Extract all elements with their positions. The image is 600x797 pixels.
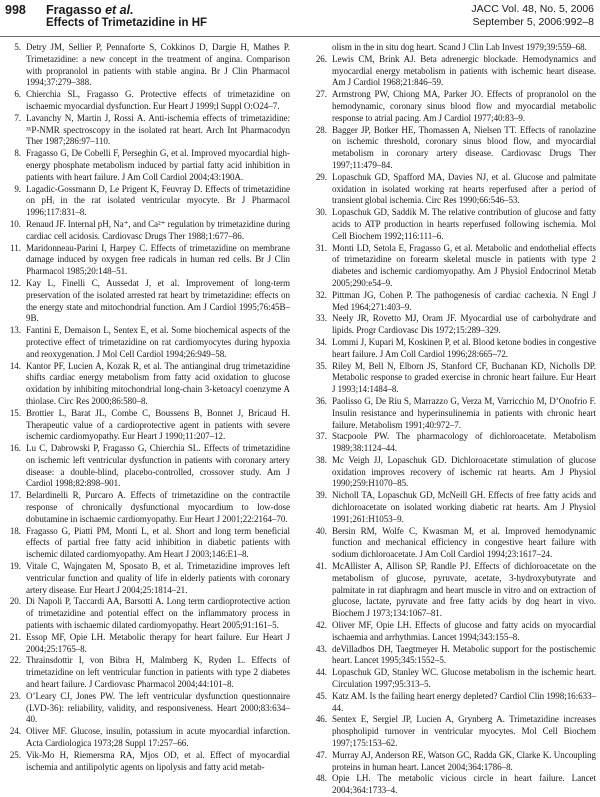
reference-item — [308, 243, 596, 290]
reference-number: 24. — [9, 726, 21, 737]
reference-number: 36. — [315, 395, 327, 406]
reference-item — [308, 89, 596, 124]
journal-info — [471, 3, 594, 29]
reference-text: Monti LD, Setola E, Fragasso G, et al. Metabolic and endothelial effects of trimetazidine on forearm skeletal muscle in patients with type 2 diabetes and ischemic cardiomyopathy. Am J Physiol Endocrinol Metab 2005;290:e54–9. — [332, 242, 596, 288]
reference-item — [2, 691, 290, 726]
reference-number: 7. — [14, 112, 21, 123]
reference-text: Bersin RM, Wolfe C, Kwasman M, et al. Improved hemodynamic function and mechanical efficiency in congestive heart failure with sodium dichloroacetate. J Am Coll Cardiol 1994;23:1617–24. — [332, 525, 596, 560]
reference-text: McAllister A, Allison SP, Randle PJ. Effects of dichloroacetate on the metabolism of glucose, pyruvate, acetate, 3-hydroxybutyrate and palmitate in rat diaphragm and heart muscle in vitro and on extraction of glucose, lactate, pyruvate and free fatty acids by dog heart in vivo. Biochem J 1973;134:1067–81. — [332, 561, 596, 619]
reference-text: Murray AJ, Anderson RE, Watson GC, Radda GK, Clarke K. Uncoupling proteins in human heart. Lancet 2004;364:1786–8. — [332, 749, 596, 772]
reference-number: 42. — [315, 620, 327, 631]
journal-volume: JACC Vol. 48, No. 5, 2006 — [471, 3, 594, 15]
running-authors — [46, 3, 134, 17]
reference-item — [2, 243, 290, 278]
reference-number: 28. — [315, 124, 327, 135]
reference-text: Lu C, Dabrowski P, Fragasso G, Chierchia SL. Effects of trimetazidine on ischemic left ventricular dysfunction in patients with coronary artery disease: a double-blind, placebo-controlled, crossover study. Am J Cardiol 1998;82:898–901. — [26, 443, 290, 489]
reference-number: 40. — [315, 525, 327, 536]
page-number: 998 — [5, 3, 26, 17]
reference-text: Thrainsdottir I, von Bibra H, Malmberg K, Ryden L. Effects of trimetazidine on left ventricular function in patients with type 2 diabetes and heart failure. J Cardiovasc Pharmacol 2004;44:101–8. — [26, 655, 290, 690]
references-left-column — [2, 42, 290, 773]
reference-text: Stacpoole PW. The pharmacology of dichloroacetate. Metabolism 1989;38:1124–44. — [332, 431, 596, 454]
reference-text: Vitale C, Wajngaten M, Sposato B, et al. Trimetazidine improves left ventricular function and quality of life in elderly patients with coronary artery disease. Eur Heart J 2004;25:1814–21. — [26, 561, 290, 595]
reference-number: 30. — [315, 207, 327, 218]
reference-number: 14. — [9, 360, 21, 371]
reference-number: 19. — [9, 561, 21, 572]
reference-number: 15. — [9, 407, 21, 418]
reference-item — [308, 490, 596, 525]
reference-continuation: olism in the in situ dog heart. Scand J Clin Lab Invest 1979;39:559–68. — [332, 42, 587, 52]
reference-item — [2, 184, 290, 219]
reference-number: 31. — [315, 242, 327, 253]
reference-text: Bagger JP, Botker HE, Thomassen A, Nielsen TT. Effects of ranolazine on ischemic threshold, coronary sinus blood flow, and myocardial metabolism in coronary artery disease. Cardiovasc Drugs Ther 1997;11:479–84. — [332, 124, 596, 170]
reference-text: Detry JM, Sellier P, Pennaforte S, Cokkinos D, Dargie H, Mathes P. Trimetazidine: a new concept in the treatment of angina. Comparison with propranolol in patients with stable angina. Br J Clin Pharmacol 1994;37:279–388. — [26, 42, 290, 88]
reference-item — [308, 455, 596, 490]
reference-item — [308, 431, 596, 455]
reference-item — [308, 172, 596, 207]
reference-text: Kay L, Finelli C, Aussedat J, et al. Improvement of long-term preservation of the isolated arrested rat heart by trimetazidine: effects on the energy state and mitochondrial function. Am J Cardiol 1995;76:45B–9B. — [26, 277, 290, 324]
reference-number: 10. — [9, 218, 21, 229]
reference-text: Oliver MF, Opie LH. Effects of glucose and fatty acids on myocardial ischaemia and arrhythmias. Lancet 1994;343:155–8. — [332, 620, 596, 642]
reference-item — [308, 361, 596, 396]
reference-item — [2, 42, 290, 89]
reference-text: deVilladbos DH, Taegtmeyer H. Metabolic support for the postischemic heart. Lancet 1995;345:1552–5. — [332, 643, 596, 666]
reference-item — [308, 313, 596, 337]
reference-text: Fantini E, Demaison L, Sentex E, et al. Some biochemical aspects of the protective effect of trimetazidine on rat cardiomyocytes during hypoxia and reoxygenation. J Mol Cell Cardiol 1994;26:949–58. — [26, 325, 290, 359]
reference-item — [308, 54, 596, 89]
reference-text: Sentex E, Sergiel JP, Lucien A, Grynberg A. Trimetazidine increases phospholipid turnover in ventricular myocytes. Mol Cell Biochem 1997;175:153–62. — [332, 714, 596, 749]
reference-text: Lopaschuk GD, Stanley WC. Glucose metabolism in the ischemic heart. Circulation 1997;95:313–5. — [332, 667, 596, 690]
reference-number: 45. — [315, 690, 327, 701]
reference-item — [2, 750, 290, 774]
reference-number: 18. — [9, 525, 21, 536]
reference-text: Mc Veigh JJ, Lopaschuk GD. Dichloroacetate stimulation of glucose oxidation improves recovery of ischemic rat hearts. Am J Physiol 1990;259:H1070–85. — [332, 454, 596, 489]
reference-text: Vik-Mo H, Riemersma RA, Mjos OD, et al. Effect of myocardial ischemia and antilipolytic agents on lipolysis and fatty acid metab- — [26, 749, 290, 772]
reference-number: 27. — [315, 89, 327, 100]
reference-text: Chierchia SL, Fragasso G. Protective effects of trimetazidine on ischaemic myocardial dysfunction. Eur Heart J 1999;l Suppl O:O24–7. — [26, 89, 290, 111]
reference-item — [2, 113, 290, 148]
reference-number: 41. — [315, 561, 327, 572]
reference-text: Lommi J, Kupari M, Koskinen P, et al. Blood ketone bodies in congestive heart failure. J Am Coll Cardiol 1996;28:665–72. — [332, 336, 596, 359]
reference-number: 37. — [315, 431, 327, 442]
reference-number: 26. — [315, 53, 327, 64]
reference-text: Oliver MF. Glucose, insulin, potassium in acute myocardial infarction. Acta Cardiologica 1973;28 Suppl 17:257–66. — [26, 726, 290, 749]
reference-number: 32. — [315, 289, 327, 300]
author-name: Fragasso — [46, 3, 102, 17]
reference-number: 48. — [315, 773, 327, 784]
reference-number: 29. — [315, 171, 327, 182]
reference-number: 6. — [14, 89, 21, 100]
reference-item — [2, 219, 290, 243]
reference-number: 25. — [9, 749, 21, 760]
reference-item — [308, 526, 596, 561]
running-title: Effects of Trimetazidine in HF — [46, 17, 208, 29]
reference-text: Fragasso G, Piatti PM, Monti L, et al. Short and long term beneficial effects of partial free fatty acid inhibition in diabetic patients with ischemic dilated cardiomyopathy. Am Heart J 2003;146:E1–8. — [26, 525, 290, 560]
reference-item — [2, 596, 290, 631]
reference-text: Pittman JG, Cohen P. The pathogenesis of cardiac cachexia. N Engl J Med 1964;271:403–9. — [332, 289, 596, 312]
reference-number: 23. — [9, 690, 21, 701]
reference-number: 46. — [315, 714, 327, 725]
reference-text: Belardinelli R, Purcaro A. Effects of trimetazidine on the contractile response of chronically dysfunctional myocardium to low-dose dobutamine in ischaemic cardiomyopathy. Eur Heart J 2001;22:2164–70. — [26, 490, 290, 524]
reference-item — [2, 561, 290, 596]
reference-text: Di Napoli P, Taccardi AA, Barsotti A. Long term cardioprotective action of trimetazidine and potential effect on the inflammatory process in patients with ischaemic dilated cardiomyopathy. Heart 2005;91:161–5. — [26, 596, 290, 631]
reference-text: Fragasso G, De Cobelli F, Perseghin G, et al. Improved myocardial high-energy phosphate metabolism induced by partial fatty acid inhibition in patients with heart failure. J Am Coll Cardiol 2004;43:190A. — [26, 148, 290, 182]
reference-number: 16. — [9, 443, 21, 454]
reference-text: Maridonneau-Parini I, Harpey C. Effects of trimetazidine on membrane damage induced by oxygen free radicals in human red cells. Br J Clin Pharmacol 1985;20:148–51. — [26, 242, 290, 277]
reference-text: Renaud JF. Internal pH, Na⁺, and Ca²⁺ regulation by trimetazidine during cardiac cell acidosis. Cardiovasc Drugs Ther 1988;1:677–86. — [26, 218, 290, 241]
reference-number: 33. — [315, 313, 327, 324]
reference-item — [308, 691, 596, 715]
reference-text: Lagadic-Gossmann D, Le Prigent K, Feuvray D. Effects of trimetazidine on pHᵢ in the rat isolated ventricular myocyte. Br J Pharmacol 1996;117:831–8. — [26, 183, 290, 218]
reference-text: Essop MF, Opie LH. Metabolic therapy for heart failure. Eur Heart J 2004;25:1765–8. — [26, 631, 290, 654]
reference-item — [2, 148, 290, 183]
reference-number: 43. — [315, 643, 327, 654]
reference-number: 34. — [315, 336, 327, 347]
reference-item — [308, 750, 596, 774]
reference-text: Lopaschuk GD, Saddik M. The relative contribution of glucose and fatty acids to ATP production in hearts reperfused following ischemia. Mol Cell Biochem 1992;116:111–6. — [332, 207, 596, 241]
reference-item — [308, 337, 596, 361]
journal-date-pages: September 5, 2006:992–8 — [472, 16, 594, 28]
reference-item — [308, 644, 596, 668]
reference-number: 22. — [9, 655, 21, 666]
reference-item — [308, 667, 596, 691]
reference-item — [2, 361, 290, 408]
reference-text: Kantor PF, Lucien A, Kozak R, et al. The antianginal drug trimetazidine shifts cardiac energy metabolism from fatty acid oxidation to glucose oxidation by inhibiting mitochondrial long-chain 3-ketoacyl coenzyme A thiolase. Circ Res 2000;86:580–8. — [26, 360, 290, 406]
header-rule — [0, 36, 600, 37]
reference-text: Armstrong PW, Chiong MA, Parker JO. Effects of propranolol on the hemodynamic, coronary sinus blood flow and myocardial metabolic response to atrial pacing. Am J Cardiol 1977;40:83–9. — [332, 89, 596, 123]
reference-item — [308, 125, 596, 172]
reference-number: 8. — [14, 148, 21, 159]
reference-item — [2, 526, 290, 561]
reference-item — [308, 290, 596, 314]
reference-text: Lopaschuk GD, Spafford MA, Davies NJ, et al. Glucose and palmitate oxidation in isolated working rat hearts reperfused after a period of transient global ischemia. Circ Res 1990;66:546–53. — [332, 171, 596, 206]
reference-number: 17. — [9, 490, 21, 501]
reference-item — [2, 655, 290, 690]
reference-text: Lavanchy N, Martin J, Rossi A. Anti-ischemia effects of trimetazidine: ³¹P-NMR spectroscopy in the isolated rat heart. Arch Int Pharmacodyn Ther 1987;286:97–110. — [26, 112, 290, 147]
reference-text: Nicholl TA, Lopaschuk GD, McNeill GH. Effects of free fatty acids and dichloroacetate on isolated working diabetic rat hearts. Am J Physiol 1991;261:H1053–9. — [332, 490, 596, 524]
references-right-column — [308, 42, 596, 797]
reference-item — [2, 443, 290, 490]
reference-number: 38. — [315, 454, 327, 465]
reference-item — [308, 561, 596, 620]
reference-number: 44. — [315, 667, 327, 678]
reference-text: Lewis CM, Brink AJ. Beta adrenergic blockade. Hemodynamics and myocardial energy metabolism in patients with ischemic heart disease. Am J Cardiol 1968;21:846–59. — [332, 53, 596, 88]
reference-number: 9. — [14, 183, 21, 194]
reference-item — [2, 325, 290, 360]
reference-item — [2, 89, 290, 113]
reference-number: 35. — [315, 360, 327, 371]
reference-number: 12. — [9, 277, 21, 288]
reference-number: 21. — [9, 631, 21, 642]
reference-text: Neely JR, Rovetto MJ, Oram JF. Myocardial use of carbohydrate and lipids. Progr Cardiovasc Dis 1972;15:289–329. — [332, 313, 596, 336]
reference-number: 5. — [14, 42, 21, 52]
reference-item — [2, 726, 290, 750]
reference-item — [308, 620, 596, 644]
reference-item — [2, 490, 290, 525]
reference-text: Brottier L, Barat JL, Combe C, Boussens B, Bonnet J, Bricaud H. Therapeutic value of a cardioprotective agent in patients with severe ischemic cardiomyopathy. Eur Heart J 1990;11:207–12. — [26, 407, 290, 442]
page-header — [0, 0, 600, 38]
reference-item — [308, 207, 596, 242]
reference-text: O’Leary CJ, Jones PW. The left ventricular dysfunction questionnaire (LVD-36): reliability, validity, and responsiveness. Heart 2000;83:634–40. — [26, 690, 290, 725]
reference-item — [308, 714, 596, 749]
reference-number: 20. — [9, 596, 21, 607]
reference-item — [308, 773, 596, 797]
reference-item — [2, 632, 290, 656]
reference-number: 39. — [315, 490, 327, 501]
reference-text: Opie LH. The metabolic vicious circle in heart failure. Lancet 2004;364:1733–4. — [332, 773, 596, 796]
reference-number: 47. — [315, 749, 327, 760]
reference-item — [2, 408, 290, 443]
reference-item — [2, 278, 290, 325]
reference-text: Paolisso G, De Riu S, Marrazzo G, Verza M, Varricchio M, D’Onofrio F. Insulin resistance and hyperinsulinemia in patients with chronic heart failure. Metabolism 1991;40:972–7. — [332, 395, 596, 430]
et-al: et al. — [105, 3, 134, 17]
reference-text: Riley M, Bell N, Elborn JS, Stanford CF, Buchanan KD, Nicholls DP. Metabolic response to graded exercise in chronic heart failure. Eur Heart J 1993;14:1484–8. — [332, 360, 596, 395]
reference-item — [308, 396, 596, 431]
reference-number: 11. — [10, 242, 21, 253]
reference-text: Katz AM. Is the failing heart energy depleted? Cardiol Clin 1998;16:633–44. — [332, 690, 596, 713]
reference-number: 13. — [9, 325, 21, 336]
